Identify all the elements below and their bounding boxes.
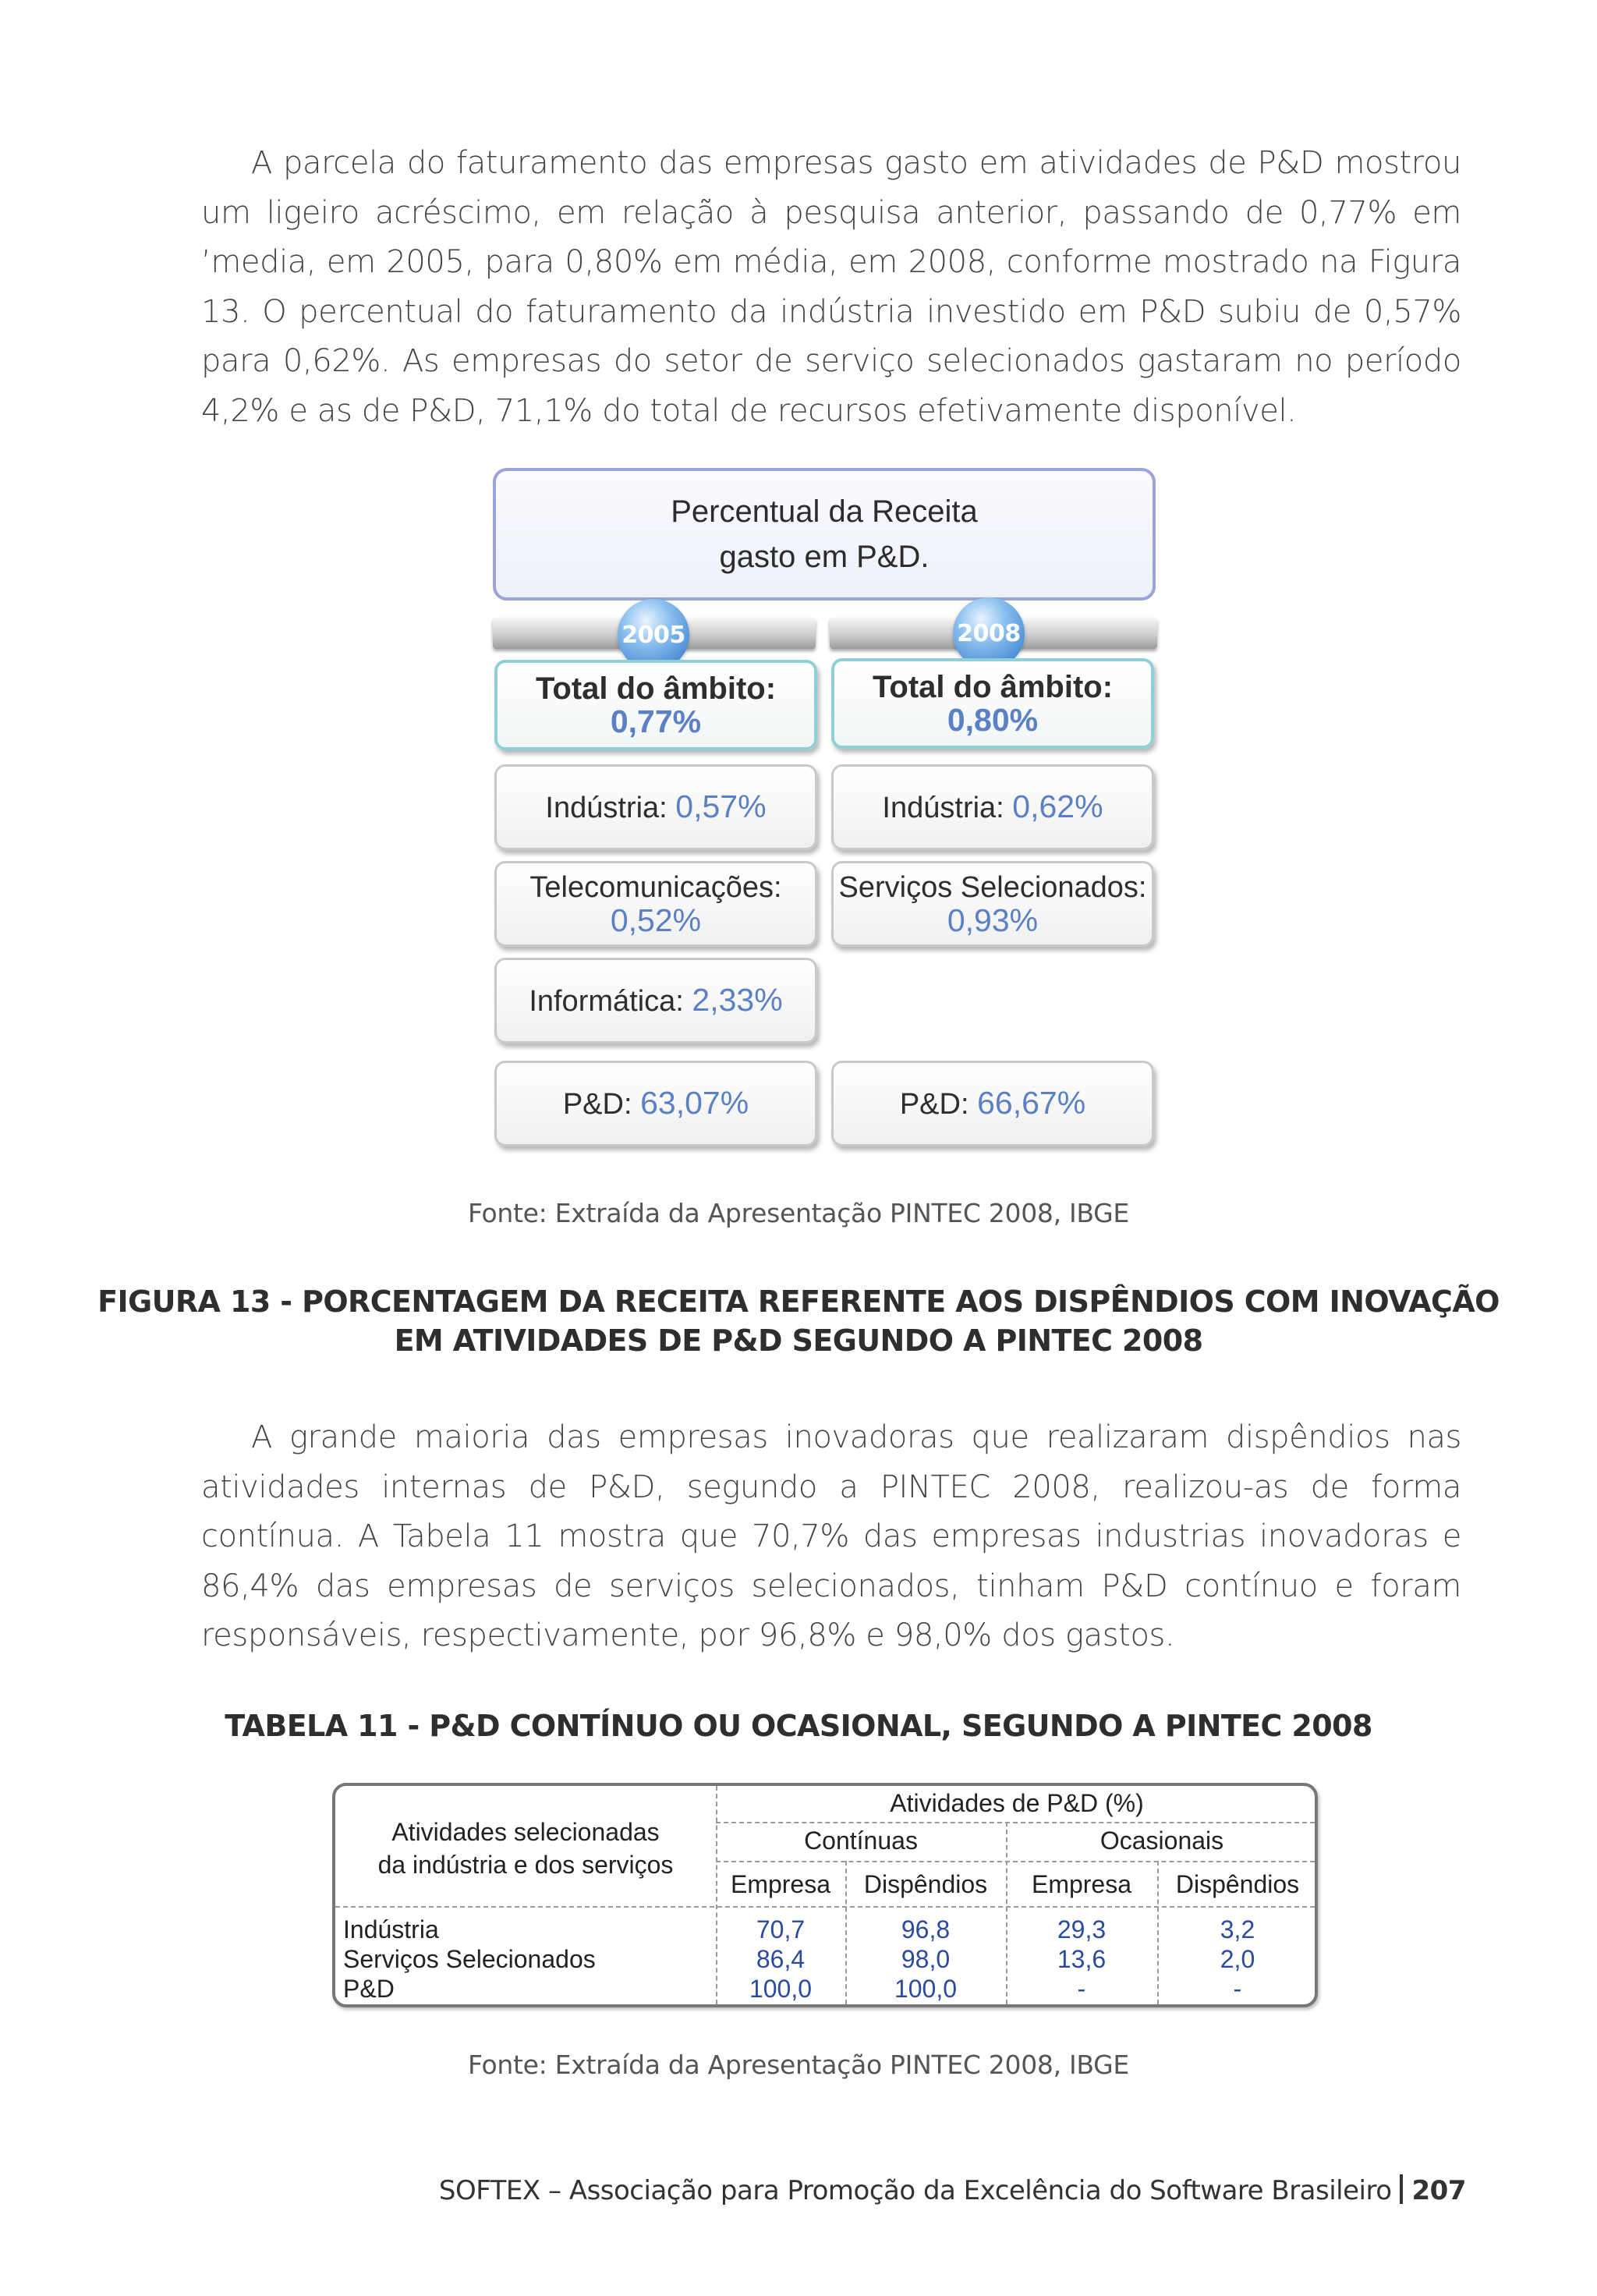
body-paragraph-2 xyxy=(201,1413,1461,1661)
cell-industria-ocas-empresa: 29,3 xyxy=(1057,1915,1107,1943)
figure-title-line-2: gasto em P&D. xyxy=(719,540,930,574)
cell-pd-ocas-dispendios: - xyxy=(1233,1975,1242,2003)
total-box-2008 xyxy=(831,658,1154,749)
industria-box-2008 xyxy=(831,764,1154,850)
industria-label-2008: Indústria: xyxy=(882,792,1004,824)
telecom-box-2005 xyxy=(494,861,817,947)
table-divider-h-group xyxy=(716,1822,1315,1823)
total-value-2008: 0,80% xyxy=(947,702,1039,738)
total-label-2008: Total do âmbito: xyxy=(872,670,1114,704)
figure-caption xyxy=(0,1282,1597,1360)
cell-pd-cont-dispendios: 100,0 xyxy=(894,1975,958,2003)
paragraph-1-text: A parcela do faturamento das empresas gasto em atividades de P&D mostrou um ligeiro acréscimo, em relação à pesquisa anterior, passando de 0,77% em ’media, em 2005, para 0,80% em média, em 2008, conforme mostrado na Figura 13. O percentual do faturamento da indústria investido em P&D subiu de 0,57% para 0,62%. As empresas do setor de serviço selecionados gastaram no período 4,2% e as de P&D, 71,1% do total de recursos efetivamente disponível. xyxy=(201,145,1461,429)
page-footer xyxy=(439,2174,1466,2206)
telecom-value-2005: 0,52% xyxy=(610,902,702,938)
row-label-pd: P&D xyxy=(343,1975,395,2003)
row-label-servicos: Serviços Selecionados xyxy=(343,1945,596,1973)
cell-servicos-ocas-empresa: 13,6 xyxy=(1057,1945,1107,1973)
row-header-line-2: da indústria e dos serviços xyxy=(377,1851,674,1879)
industria-label-2005: Indústria: xyxy=(545,792,667,824)
pd-value-2005: 63,07% xyxy=(640,1085,749,1121)
telecom-label-2005: Telecomunicações: xyxy=(529,871,782,904)
informatica-value-2005: 2,33% xyxy=(692,982,783,1018)
figure-source: Fonte: Extraída da Apresentação PINTEC 2008, IBGE xyxy=(468,1198,1129,1228)
total-box-2005 xyxy=(494,660,817,750)
year-badge-2005: 2005 xyxy=(618,599,689,671)
pd-box-2008 xyxy=(831,1061,1154,1146)
subheader-ocasionais: Ocasionais xyxy=(1099,1827,1224,1855)
footer-separator xyxy=(1400,2174,1403,2204)
cell-industria-cont-dispendios: 96,8 xyxy=(901,1915,951,1943)
pd-label-2005: P&D: xyxy=(562,1088,632,1121)
subheader-continuas: Contínuas xyxy=(804,1827,918,1855)
table-divider-h-header xyxy=(335,1906,1315,1908)
figure-13 xyxy=(491,465,1170,1167)
industria-value-2005: 0,57% xyxy=(675,788,767,824)
table-divider-h-sub xyxy=(716,1861,1315,1862)
year-badge-2008: 2008 xyxy=(953,597,1025,669)
figure-caption-line-2: EM ATIVIDADES DE P&D SEGUNDO A PINTEC 2008 xyxy=(394,1323,1203,1358)
cell-servicos-cont-dispendios: 98,0 xyxy=(901,1945,951,1973)
pd-label-2008: P&D: xyxy=(899,1088,969,1121)
row-header xyxy=(335,1816,716,1881)
servicos-label-2008: Serviços Selecionados: xyxy=(838,871,1147,904)
total-label-2005: Total do âmbito: xyxy=(535,671,777,706)
row-header-line-1: Atividades selecionadas xyxy=(391,1818,660,1846)
table-source: Fonte: Extraída da Apresentação PINTEC 2008, IBGE xyxy=(468,2050,1129,2080)
pd-box-2005 xyxy=(494,1061,817,1146)
cell-pd-ocas-empresa: - xyxy=(1077,1975,1086,2003)
cell-industria-ocas-dispendios: 3,2 xyxy=(1220,1915,1255,1943)
pd-value-2008: 66,67% xyxy=(977,1085,1086,1121)
informatica-label-2005: Informática: xyxy=(529,985,684,1018)
total-value-2005: 0,77% xyxy=(610,703,702,739)
col-header-cont-empresa: Empresa xyxy=(730,1870,831,1898)
industria-value-2008: 0,62% xyxy=(1012,788,1103,824)
cell-pd-cont-empresa: 100,0 xyxy=(749,1975,813,2003)
paragraph-2-text: A grande maioria das empresas inovadoras que realizaram dispêndios nas atividades internas de P&D, segundo a PINTEC 2008, realizou-as de forma contínua. A Tabela 11 mostra que 70,7% das empresas industrias inovadoras e 86,4% das empresas de serviços selecionados, tinham P&D contínuo e foram responsáveis, respectivamente, por 96,8% e 98,0% dos gastos. xyxy=(201,1419,1461,1653)
cell-industria-cont-empresa: 70,7 xyxy=(756,1915,806,1943)
informatica-box-2005 xyxy=(494,958,817,1043)
figure-title-line-1: Percentual da Receita xyxy=(671,494,978,529)
col-header-ocas-dispendios: Dispêndios xyxy=(1175,1870,1300,1898)
footer-text: SOFTEX – Associação para Promoção da Excelência do Software Brasileiro xyxy=(438,2175,1392,2206)
body-paragraph-1 xyxy=(201,139,1461,436)
group-header: Atividades de P&D (%) xyxy=(890,1789,1144,1817)
figure-title-box xyxy=(493,468,1156,601)
industria-box-2005 xyxy=(494,764,817,850)
cell-servicos-ocas-dispendios: 2,0 xyxy=(1220,1945,1255,1973)
col-header-ocas-empresa: Empresa xyxy=(1031,1870,1132,1898)
col-header-cont-dispendios: Dispêndios xyxy=(863,1870,988,1898)
table-caption: TABELA 11 - P&D CONTÍNUO OU OCASIONAL, SEGUNDO A PINTEC 2008 xyxy=(225,1709,1372,1743)
row-label-industria: Indústria xyxy=(343,1915,439,1943)
servicos-value-2008: 0,93% xyxy=(947,902,1039,938)
cell-servicos-cont-empresa: 86,4 xyxy=(756,1945,806,1973)
figure-caption-line-1: FIGURA 13 - PORCENTAGEM DA RECEITA REFERENTE AOS DISPÊNDIOS COM INOVAÇÃO xyxy=(97,1284,1500,1319)
servicos-box-2008 xyxy=(831,861,1154,947)
table-11 xyxy=(332,1783,1318,2007)
page-number: 207 xyxy=(1411,2175,1466,2206)
